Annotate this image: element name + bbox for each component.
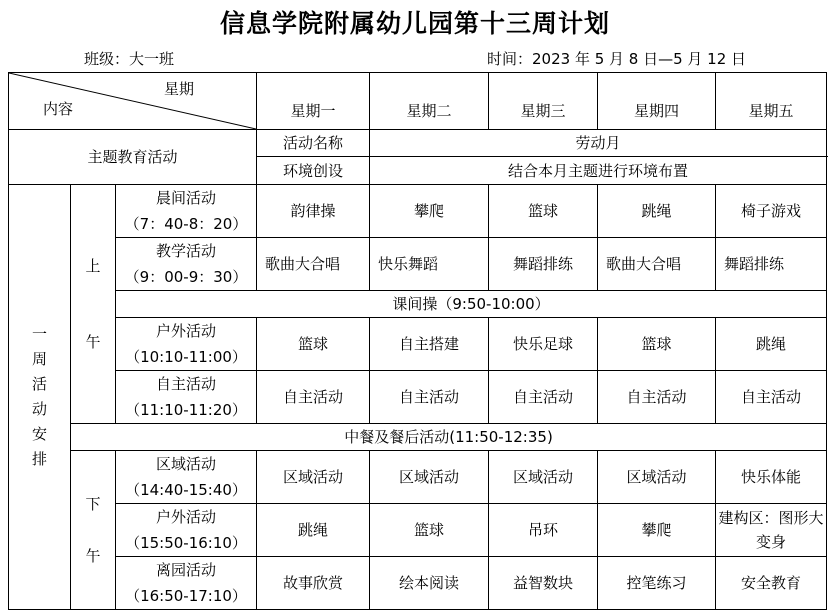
- period-label: 教学活动 （9：00-9：30）: [116, 238, 257, 291]
- header-row: [9, 73, 827, 130]
- period-label: 离园活动 （16:50-17:10）: [116, 557, 257, 610]
- document-title: 信息学院附属幼儿园第十三周计划: [219, 9, 610, 38]
- activity-name-label: 活动名称: [257, 130, 370, 157]
- morning-label: 上 午: [71, 185, 116, 424]
- lunch-row: [9, 424, 827, 451]
- activity-cell: 区域活动: [257, 451, 370, 504]
- activity-cell: 舞蹈排练: [716, 238, 827, 291]
- diagonal-header-cell: [9, 73, 257, 130]
- activity-cell: 益智数块: [489, 557, 598, 610]
- activity-cell: 自主活动: [370, 371, 489, 424]
- period-label: 户外活动 （10:10-11:00）: [116, 318, 257, 371]
- day-header: 星期三: [489, 73, 598, 130]
- period-label: 自主活动 （11:10-11:20）: [116, 371, 257, 424]
- break-exercise: 课间操（9:50-10:00）: [116, 291, 827, 318]
- activity-cell: 自主活动: [489, 371, 598, 424]
- activity-cell: 跳绳: [257, 504, 370, 557]
- activity-cell: 自主活动: [598, 371, 716, 424]
- activity-cell: 攀爬: [370, 185, 489, 238]
- activity-cell: 快乐足球: [489, 318, 598, 371]
- activity-cell: 篮球: [598, 318, 716, 371]
- period-label: 晨间活动 （7：40-8：20）: [116, 185, 257, 238]
- activity-cell: 攀爬: [598, 504, 716, 557]
- activity-cell: 韵律操: [257, 185, 370, 238]
- activity-cell: 自主活动: [716, 371, 827, 424]
- activity-cell: 控笔练习: [598, 557, 716, 610]
- day-header: 星期一: [257, 73, 370, 130]
- schedule-row: [9, 504, 827, 557]
- activity-cell: 安全教育: [716, 557, 827, 610]
- environment-label: 环境创设: [257, 157, 370, 185]
- schedule-row: [9, 318, 827, 371]
- weekly-plan-table: [8, 72, 827, 610]
- theme-label: 主题教育活动: [9, 130, 257, 185]
- schedule-row: [9, 238, 827, 291]
- activity-cell: 建构区：图形大变身: [716, 504, 827, 557]
- period-label: 户外活动 （15:50-16:10）: [116, 504, 257, 557]
- day-header: 星期二: [370, 73, 489, 130]
- lunch-activity: 中餐及餐后活动(11:50-12:35): [71, 424, 827, 451]
- activity-cell: 歌曲大合唱: [257, 238, 370, 291]
- time-label: 时间：2023 年 5 月 8 日—5 月 12 日: [487, 50, 747, 68]
- activity-cell: 跳绳: [598, 185, 716, 238]
- activity-cell: 绘本阅读: [370, 557, 489, 610]
- activity-cell: 篮球: [489, 185, 598, 238]
- diag-content-label: 内容: [43, 100, 74, 118]
- activity-cell: 舞蹈排练: [489, 238, 598, 291]
- activity-cell: 篮球: [257, 318, 370, 371]
- schedule-row: [9, 185, 827, 238]
- activity-cell: 故事欣赏: [257, 557, 370, 610]
- schedule-row: [9, 371, 827, 424]
- activity-cell: 椅子游戏: [716, 185, 827, 238]
- activity-cell: 篮球: [370, 504, 489, 557]
- week-arrangement-label: 一 周 活 动 安 排: [9, 185, 71, 610]
- activity-cell: 自主搭建: [370, 318, 489, 371]
- activity-cell: 快乐体能: [716, 451, 827, 504]
- activity-cell: 区域活动: [489, 451, 598, 504]
- break-row: [9, 291, 827, 318]
- day-header: 星期四: [598, 73, 716, 130]
- activity-cell: 快乐舞蹈: [370, 238, 489, 291]
- class-label: 班级：大一班: [84, 50, 175, 68]
- activity-cell: 歌曲大合唱: [598, 238, 716, 291]
- activity-name-value: 劳动月: [370, 130, 827, 157]
- activity-cell: 跳绳: [716, 318, 827, 371]
- activity-cell: 自主活动: [257, 371, 370, 424]
- activity-cell: 吊环: [489, 504, 598, 557]
- schedule-row: [9, 557, 827, 610]
- activity-cell: 区域活动: [598, 451, 716, 504]
- schedule-row: [9, 451, 827, 504]
- diag-week-label: 星期: [164, 80, 195, 98]
- activity-cell: 区域活动: [370, 451, 489, 504]
- afternoon-label: 下 午: [71, 451, 116, 610]
- theme-row: [9, 130, 827, 157]
- day-header: 星期五: [716, 73, 827, 130]
- period-label: 区域活动 （14:40-15:40）: [116, 451, 257, 504]
- environment-value: 结合本月主题进行环境布置: [370, 157, 827, 185]
